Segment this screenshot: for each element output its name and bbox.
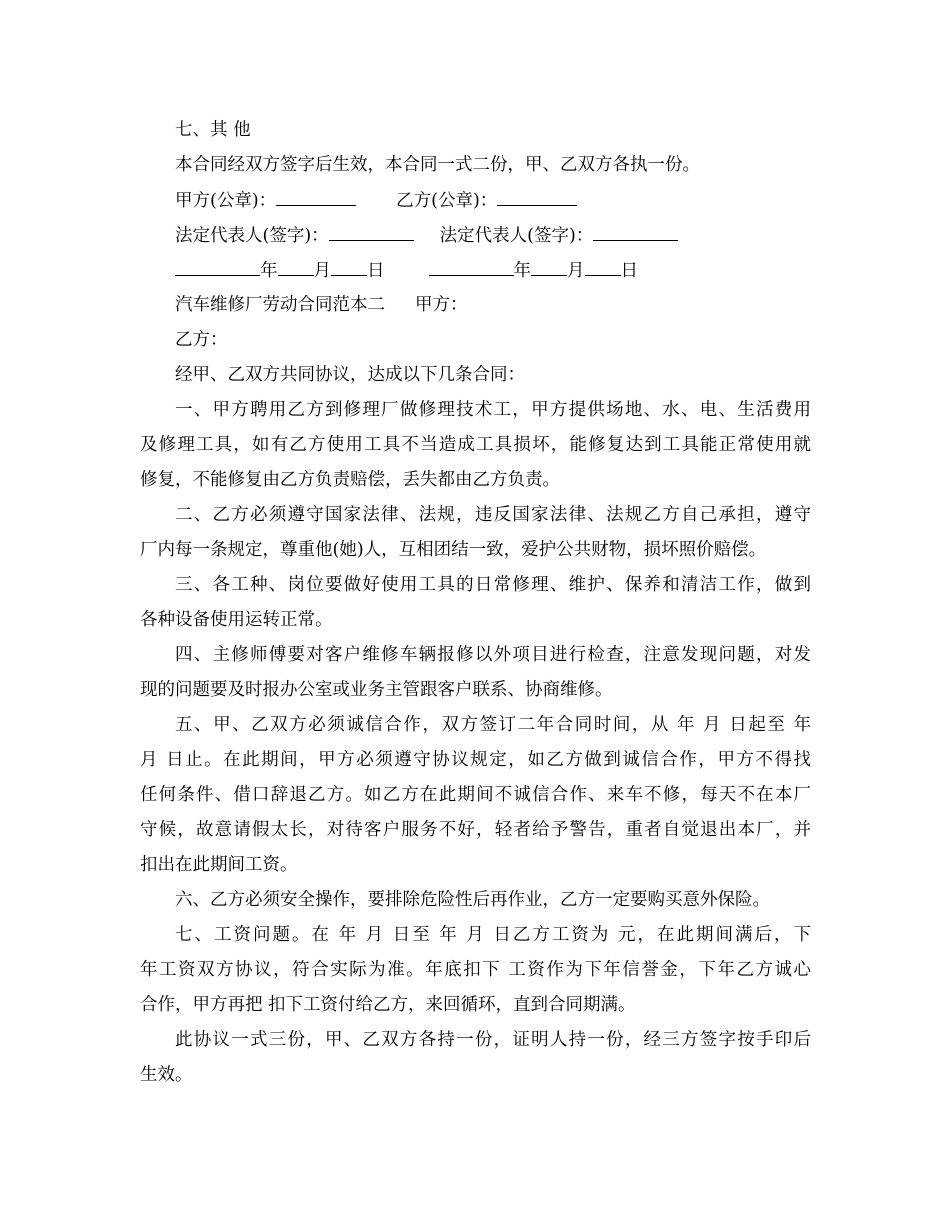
clause-1-line-3: 修复，不能修复由乙方负责赔偿，丢失都由乙方负责。 [140,470,560,490]
month-a-label: 月 [313,261,331,281]
clause-7-line-2: 年工资双方协议，符合实际为准。年底扣下 工资作为下年信誉金，下年乙方诚心 [140,960,811,980]
clause-1-line-1: 一、甲方聘用乙方到修理厂做修理技术工，甲方提供场地、水、电、生活费用 [175,400,811,420]
party-b-label: 乙方： [175,330,228,350]
clause-5-line-3: 任何条件、借口辞退乙方。如乙方在此期间不诚信合作、来车不修，每天不在本厂 [140,785,811,805]
party-a-seal-blank [276,188,356,206]
clause-7-line-3: 合作，甲方再把 扣下工资付给乙方，来回循环，直到合同期满。 [140,995,636,1015]
clause-7-line-1: 七、工资问题。在 年 月 日至 年 月 日乙方工资为 元，在此期间满后，下 [175,925,811,945]
rep-a-blank [329,223,414,241]
day-b-blank [585,258,621,276]
day-a-blank [331,258,367,276]
final-clause-line-2: 生效。 [140,1065,193,1085]
party-a-label: 甲方： [415,295,468,315]
rep-b-blank [593,223,678,241]
date-line [175,258,638,283]
clause-1-line-2: 及修理工具，如有乙方使用工具不当造成工具损坏，能修复达到工具能正常使用就 [140,435,811,455]
rep-b-label: 法定代表人(签字)： [439,226,594,246]
day-a-label: 日 [367,261,385,281]
month-a-blank [278,258,314,276]
clause-5-line-1: 五、甲、乙双方必须诚信合作，双方签订二年合同时间，从 年 月 日起至 年 [175,715,811,735]
clause-3-line-1: 三、各工种、岗位要做好使用工具的日常修理、维护、保养和清洁工作，做到 [175,575,811,595]
clause-5-line-4: 守候，故意请假太长，对待客户服务不好，轻者给予警告，重者自觉退出本厂，并 [140,820,811,840]
month-b-blank [531,258,567,276]
contract-title-line [175,293,468,317]
clause-4-line-2: 现的问题要及时报办公室或业务主管跟客户联系、协商维修。 [140,680,613,700]
day-b-label: 日 [620,261,638,281]
clause-2-line-2: 厂内每一条规定，尊重他(她)人，互相团结一致，爱护公共财物，损坏照价赔偿。 [140,540,767,560]
final-clause-line-1: 此协议一式三份，甲、乙双方各持一份，证明人持一份，经三方签字按手印后 [175,1030,811,1050]
year-a-blank [175,258,260,276]
seal-line [175,188,577,213]
effect-statement: 本合同经双方签字后生效，本合同一式二份，甲、乙双方各执一份。 [175,155,700,175]
year-b-label: 年 [513,261,531,281]
party-b-seal-blank [497,188,577,206]
clause-4-line-1: 四、主修师傅要对客户维修车辆报修以外项目进行检查，注意发现问题，对发 [175,645,811,665]
contract-intro: 经甲、乙双方共同协议，达成以下几条合同： [175,365,525,385]
contract-title: 汽车维修厂劳动合同范本二 [175,295,385,315]
year-b-blank [429,258,514,276]
year-a-label: 年 [260,261,278,281]
clause-3-line-2: 各种设备使用运转正常。 [140,610,333,630]
party-b-seal-label: 乙方(公章)： [396,191,498,211]
clause-5-line-2: 月 日止。在此期间，甲方必须遵守协议规定，如乙方做到诚信合作，甲方不得找 [140,750,811,770]
clause-6-line-1: 六、乙方必须安全操作，要排除危险性后再作业，乙方一定要购买意外保险。 [175,890,770,910]
clause-5-line-5: 扣出在此期间工资。 [140,855,298,875]
party-a-seal-label: 甲方(公章)： [175,191,277,211]
rep-a-label: 法定代表人(签字)： [175,226,329,246]
representative-line [175,223,678,248]
month-b-label: 月 [567,261,585,281]
section-heading: 七、其 他 [175,120,251,140]
clause-2-line-1: 二、乙方必须遵守国家法律、法规，违反国家法律、法规乙方自己承担，遵守 [175,505,811,525]
